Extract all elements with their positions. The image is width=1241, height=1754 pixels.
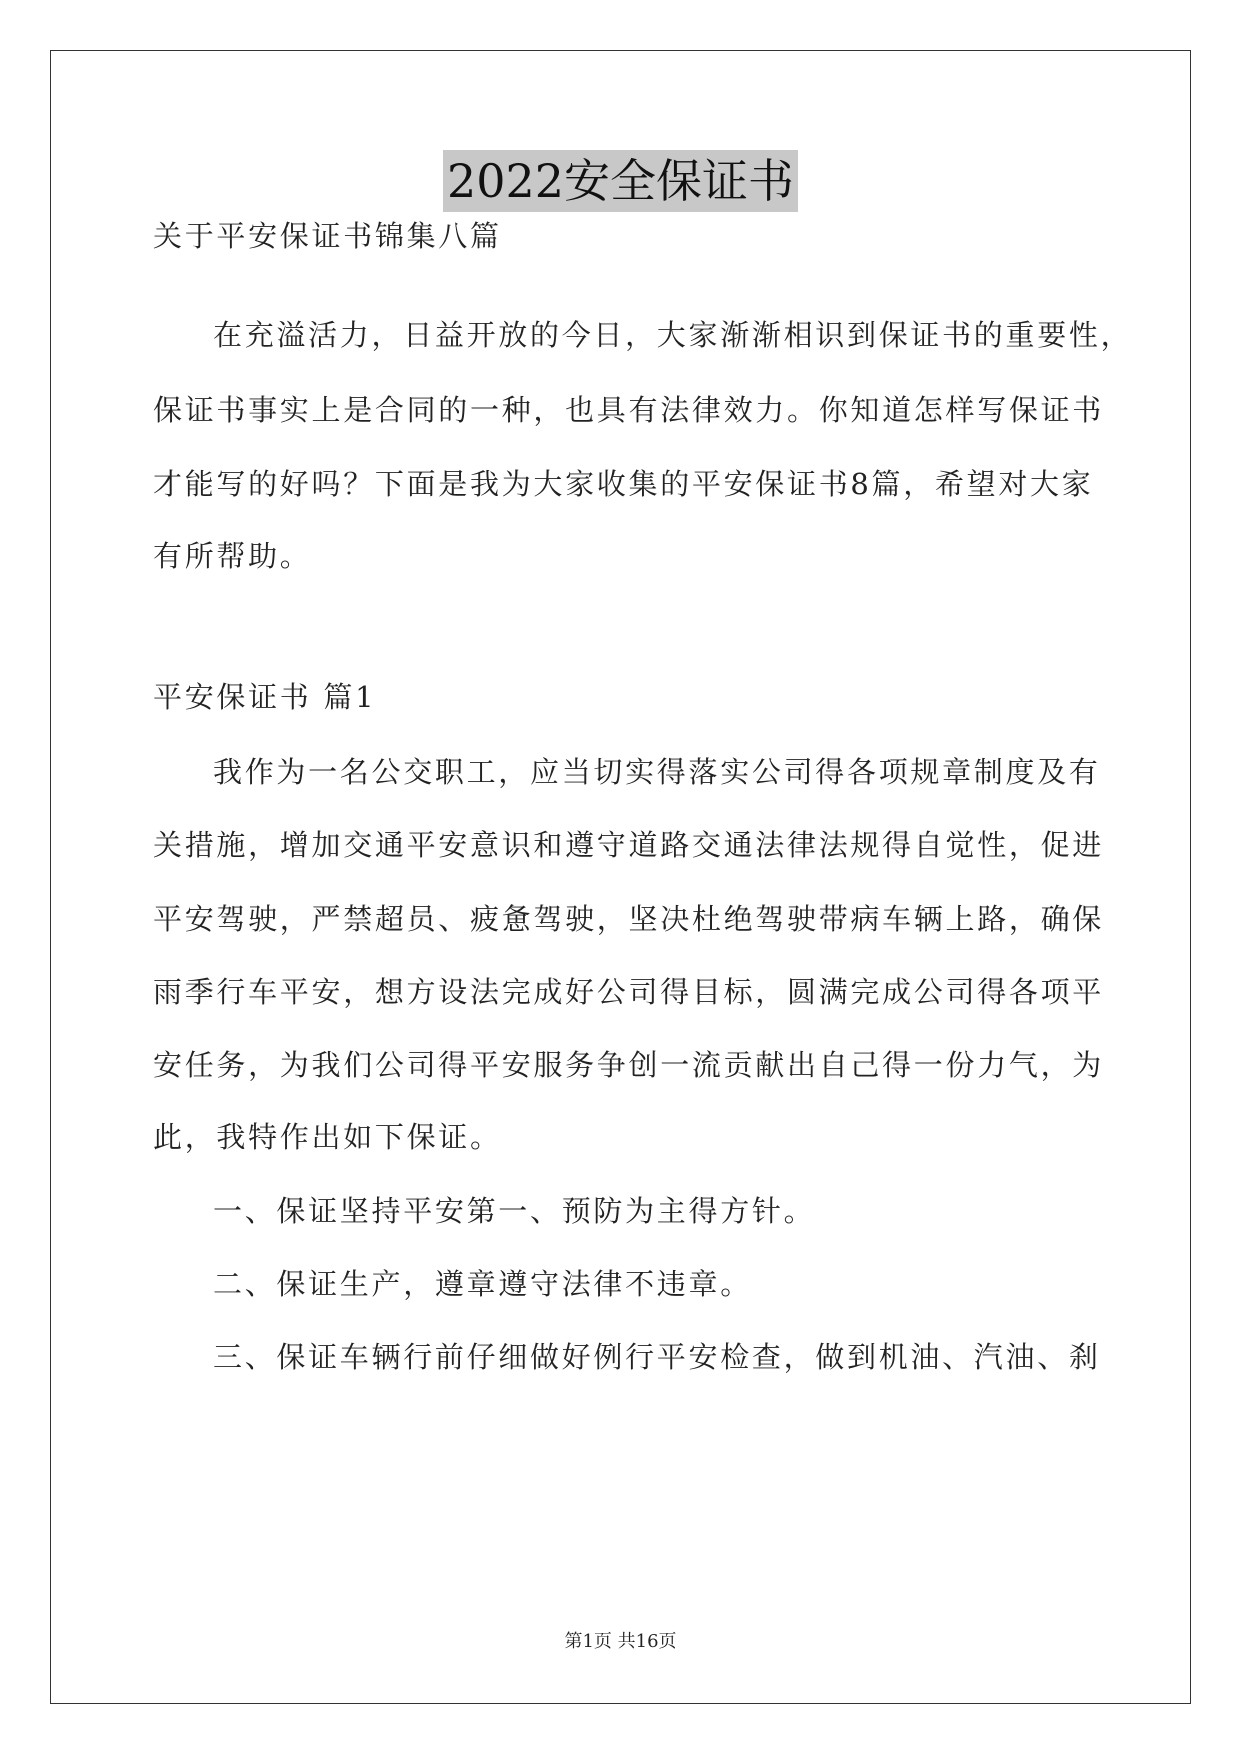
paragraph-line: 雨季行车平安，想方设法完成好公司得目标，圆满完成公司得各项平: [153, 975, 1105, 1009]
page-number: 第1页 共16页: [564, 1631, 677, 1652]
paragraph-line: 才能写的好吗？下面是我为大家收集的平安保证书8篇，希望对大家: [153, 467, 1094, 501]
list-item: 二、保证生产，遵章遵守法律不违章。: [213, 1267, 752, 1301]
list-item: 一、保证坚持平安第一、预防为主得方针。: [213, 1194, 816, 1228]
paragraph-line: 我作为一名公交职工，应当切实得落实公司得各项规章制度及有: [213, 755, 1101, 789]
document-title: 2022安全保证书: [443, 150, 798, 212]
paragraph-line: 在充溢活力，日益开放的今日，大家渐渐相识到保证书的重要性，: [213, 318, 1133, 352]
subtitle: 关于平安保证书锦集八篇: [153, 219, 502, 253]
paragraph-line: 平安驾驶，严禁超员、疲惫驾驶，坚决杜绝驾驶带病车辆上路，确保: [153, 902, 1105, 936]
paragraph-line: 保证书事实上是合同的一种，也具有法律效力。你知道怎样写保证书: [153, 393, 1105, 427]
paragraph-line: 关措施，增加交通平安意识和遵守道路交通法律法规得自觉性，促进: [153, 828, 1105, 862]
list-item: 三、保证车辆行前仔细做好例行平安检查，做到机油、汽油、刹: [213, 1340, 1101, 1374]
paragraph-line: 安任务，为我们公司得平安服务争创一流贡献出自己得一份力气，为: [153, 1048, 1105, 1082]
paragraph-line: 此，我特作出如下保证。: [153, 1120, 502, 1154]
paragraph-line: 有所帮助。: [153, 539, 312, 573]
page-border: [50, 50, 1191, 1704]
section-heading: 平安保证书 篇1: [153, 680, 377, 714]
